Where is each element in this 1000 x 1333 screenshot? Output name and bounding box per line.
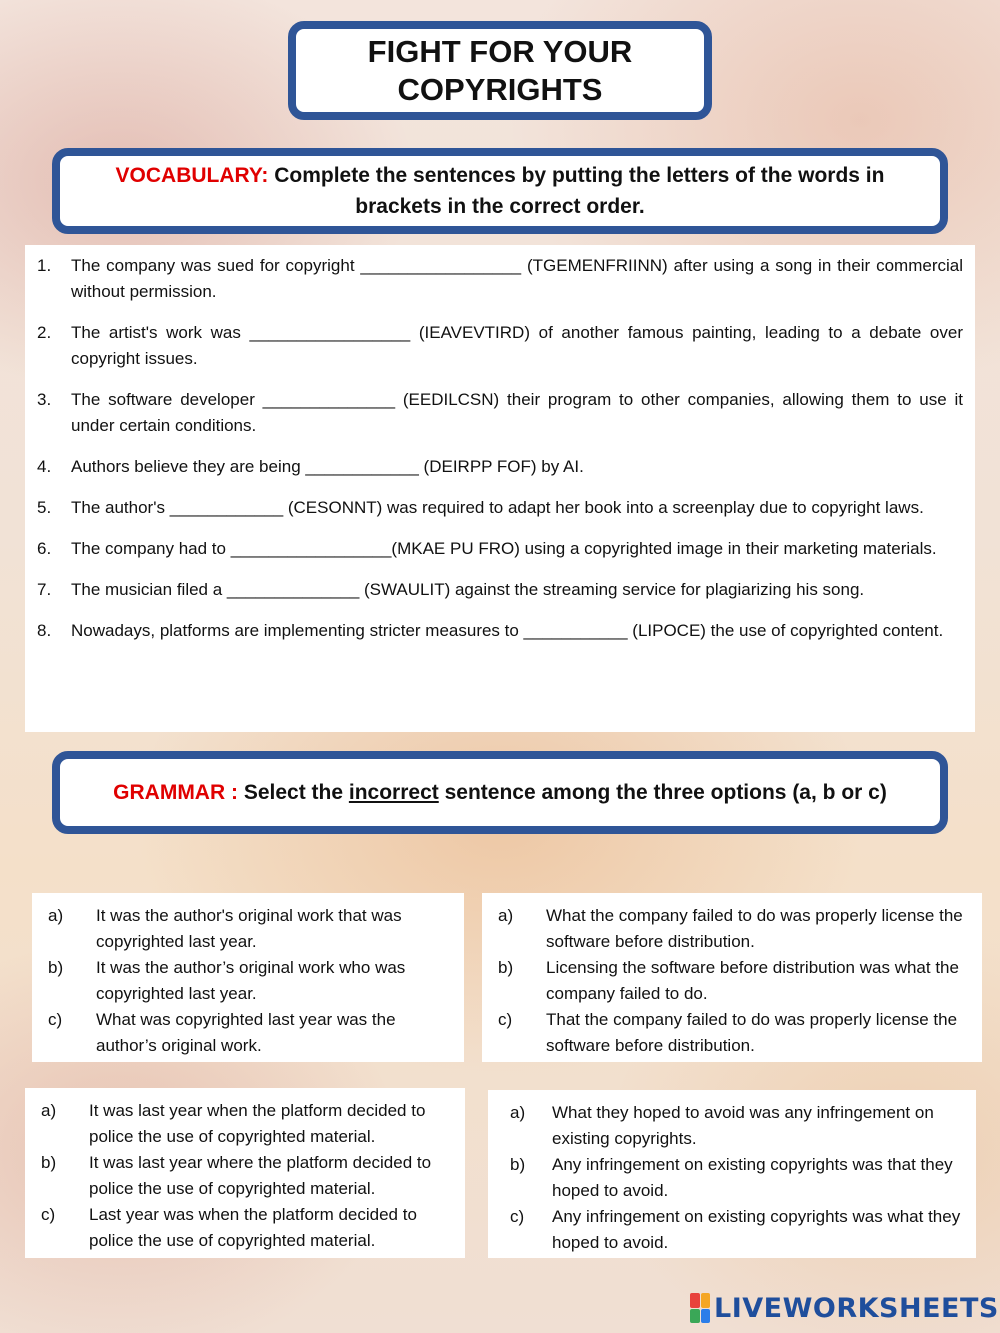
option-letter: b) — [510, 1155, 526, 1174]
grammar-option[interactable] — [496, 1152, 968, 1204]
grammar-question-4 — [488, 1090, 976, 1258]
vocab-item-sentence: The company had to _________________(MKAE PU FRO) using a copyrighted image in their marketing materials. — [71, 539, 937, 558]
vocab-item-number: 7. — [37, 580, 52, 599]
vocabulary-label: VOCABULARY: — [115, 164, 269, 187]
grammar-question-2 — [482, 893, 982, 1062]
worksheet-title — [288, 21, 712, 120]
option-letter: a) — [41, 1101, 57, 1120]
vocab-item — [37, 536, 963, 562]
vocab-item-sentence: The software developer ______________ (EEDILCSN) their program to other companies, allowing them to use it under certain conditions. — [71, 390, 963, 435]
option-sentence: What was copyrighted last year was the author’s original work. — [96, 1010, 396, 1055]
title-line-2: COPYRIGHTS — [397, 71, 603, 107]
option-letter: c) — [498, 1010, 513, 1029]
option-sentence: That the company failed to do was properly license the software before distribution. — [546, 1010, 958, 1055]
vocab-item — [37, 253, 963, 305]
grammar-option[interactable] — [496, 1100, 968, 1152]
option-sentence: What the company failed to do was properly license the software before distribution. — [546, 906, 963, 951]
grammar-instruction-end: sentence among the three options (a, b or c) — [444, 781, 887, 804]
option-letter: b) — [41, 1153, 57, 1172]
option-letter: b) — [498, 958, 514, 977]
vocab-item-sentence: Nowadays, platforms are implementing stricter measures to ___________ (LIPOCE) the use of copyrighted content. — [71, 621, 944, 640]
grammar-header — [52, 751, 948, 834]
vocabulary-list — [25, 245, 975, 732]
grammar-option[interactable] — [496, 1204, 968, 1256]
liveworksheets-icon — [690, 1293, 710, 1323]
grammar-label: GRAMMAR : — [113, 781, 238, 804]
vocab-item-sentence: The company was sued for copyright _________________ (TGEMENFRIINN) after using a song in their commercial without permission. — [71, 256, 963, 301]
option-letter: a) — [48, 906, 64, 925]
grammar-option[interactable] — [33, 1098, 457, 1150]
option-letter: c) — [510, 1207, 525, 1226]
option-letter: c) — [41, 1205, 56, 1224]
logo-square-orange — [701, 1293, 711, 1308]
vocab-item — [37, 454, 963, 480]
option-sentence: It was the author’s original work who was copyrighted last year. — [96, 958, 406, 1003]
option-letter: c) — [48, 1010, 63, 1029]
vocab-item — [37, 577, 963, 603]
title-line-1: FIGHT FOR YOUR — [367, 33, 633, 69]
vocab-item-number: 1. — [37, 256, 52, 275]
logo-square-blue — [701, 1309, 711, 1324]
vocabulary-instruction: Complete the sentences by putting the letters of the words in brackets in the correct order. — [274, 164, 885, 218]
grammar-question-1 — [32, 893, 464, 1062]
option-sentence: It was the author's original work that was copyrighted last year. — [96, 906, 402, 951]
grammar-question-3 — [25, 1088, 465, 1258]
grammar-option[interactable] — [490, 903, 974, 955]
grammar-option[interactable] — [33, 1202, 457, 1254]
grammar-option[interactable] — [33, 1150, 457, 1202]
vocab-item-number: 6. — [37, 539, 52, 558]
vocab-item-sentence: The artist's work was _________________ (IEAVEVTIRD) of another famous painting, leading to a debate over copyright issues. — [71, 323, 963, 368]
grammar-option[interactable] — [40, 903, 456, 955]
liveworksheets-logo[interactable] — [690, 1291, 999, 1325]
vocab-item — [37, 618, 963, 644]
vocab-item-number: 2. — [37, 323, 52, 342]
vocab-item-number: 8. — [37, 621, 52, 640]
grammar-instruction-start: Select the — [243, 781, 344, 804]
option-letter: a) — [498, 906, 514, 925]
option-letter: a) — [510, 1103, 526, 1122]
vocab-item-sentence: The musician filed a ______________ (SWAULIT) against the streaming service for plagiarizing his song. — [71, 580, 865, 599]
option-letter: b) — [48, 958, 64, 977]
option-sentence: Any infringement on existing copyrights was that they hoped to avoid. — [552, 1155, 953, 1200]
grammar-instruction-underlined: incorrect — [348, 781, 439, 804]
option-sentence: What they hoped to avoid was any infringement on existing copyrights. — [552, 1103, 934, 1148]
vocab-item — [37, 495, 963, 521]
vocab-item — [37, 387, 963, 439]
option-sentence: Licensing the software before distribution was what the company failed to do. — [546, 958, 959, 1003]
option-sentence: Any infringement on existing copyrights was what they hoped to avoid. — [552, 1207, 961, 1252]
grammar-option[interactable] — [40, 955, 456, 1007]
option-sentence: Last year was when the platform decided to police the use of copyrighted material. — [89, 1205, 417, 1250]
vocab-item-sentence: The author's ____________ (CESONNT) was required to adapt her book into a screenplay due to copyright laws. — [71, 498, 924, 517]
vocab-item — [37, 320, 963, 372]
option-sentence: It was last year where the platform decided to police the use of copyrighted material. — [89, 1153, 432, 1198]
vocab-item-number: 3. — [37, 390, 52, 409]
grammar-option[interactable] — [40, 1007, 456, 1059]
vocabulary-header — [52, 148, 948, 234]
vocab-item-number: 4. — [37, 457, 52, 476]
option-sentence: It was last year when the platform decided to police the use of copyrighted material. — [89, 1101, 426, 1146]
liveworksheets-wordmark: LIVEWORKSHEETS — [714, 1292, 999, 1324]
logo-square-green — [690, 1309, 700, 1324]
vocab-item-number: 5. — [37, 498, 52, 517]
logo-square-red — [690, 1293, 700, 1308]
grammar-option[interactable] — [490, 955, 974, 1007]
vocab-item-sentence: Authors believe they are being ____________ (DEIRPP FOF) by AI. — [71, 457, 584, 476]
grammar-option[interactable] — [490, 1007, 974, 1059]
